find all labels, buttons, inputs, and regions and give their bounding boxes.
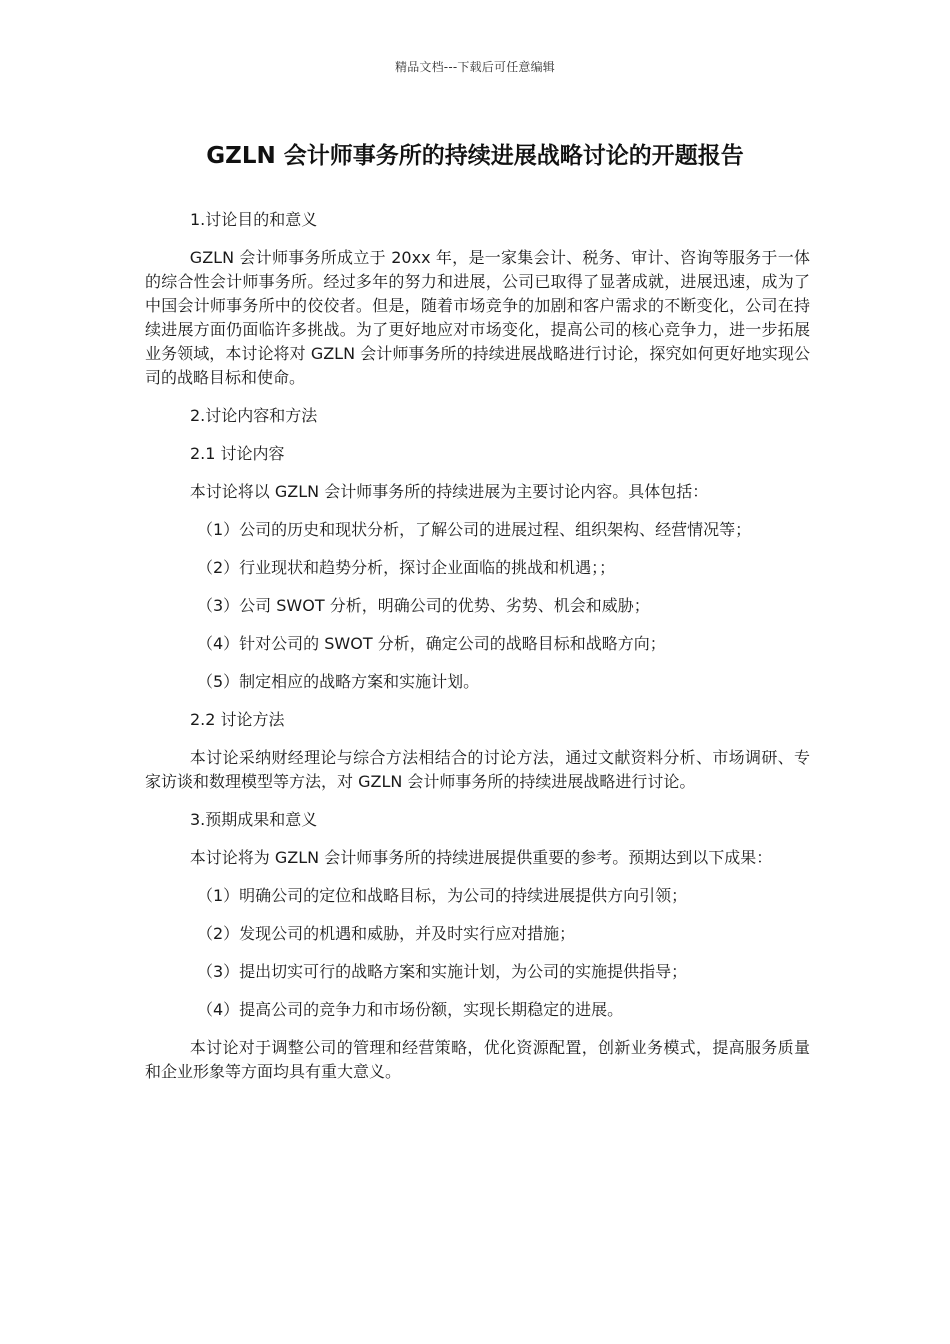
list-item: （1）公司的历史和现状分析，了解公司的进展过程、组织架构、经营情况等； [197,520,752,539]
list-item: （3）公司 SWOT 分析，明确公司的优势、劣势、机会和威胁； [197,596,650,615]
list-item: （2）发现公司的机遇和威胁，并及时实行应对措施； [197,924,576,943]
document-title: GZLN 会计师事务所的持续进展战略讨论的开题报告 [206,143,744,169]
list-item: （4）提高公司的竞争力和市场份额，实现长期稳定的进展。 [197,1000,624,1019]
list-item: （2）行业现状和趋势分析，探讨企业面临的挑战和机遇；； [197,558,616,577]
section-2-1-intro: 本讨论将以 GZLN 会计师事务所的持续进展为主要讨论内容。具体包括： [189,482,709,501]
list-item: （4）针对公司的 SWOT 分析，确定公司的战略目标和战略方向； [197,634,666,653]
section-3-intro: 本讨论将为 GZLN 会计师事务所的持续进展提供重要的参考。预期达到以下成果： [189,848,773,867]
section-1-paragraph: GZLN 会计师事务所成立于 20xx 年，是一家集会计、税务、审计、咨询等服务于一体的综合性会计师事务所。经过多年的努力和进展，公司已取得了显著成就，进展迅速，成为了中国会计师事务所中的佼佼者。但是，随着市场竞争的加剧和客户需求的不断变化，公司在持续进展方面仍面临许多挑战。为了更好地应对市场变化，提高公司的核心竞争力，进一步拓展业务领域，本讨论将对 GZLN 会计师事务所的持续进展战略进行讨论，探究如何更好地实现公司的战略目标和使命。 [145,248,810,387]
section-3-conclusion: 本讨论对于调整公司的管理和经营策略，优化资源配置，创新业务模式，提高服务质量和企业形象等方面均具有重大意义。 [145,1038,810,1081]
section-3-heading: 3.预期成果和意义 [190,810,318,829]
list-item: （1）明确公司的定位和战略目标，为公司的持续进展提供方向引领； [197,886,688,905]
list-item: （3）提出切实可行的战略方案和实施计划，为公司的实施提供指导； [197,962,688,981]
section-2-2-paragraph: 本讨论采纳财经理论与综合方法相结合的讨论方法，通过文献资料分析、市场调研、专家访谈和数理模型等方法，对 GZLN 会计师事务所的持续进展战略进行讨论。 [145,748,810,791]
list-item: （5）制定相应的战略方案和实施计划。 [197,672,480,691]
section-2-heading: 2.讨论内容和方法 [190,406,318,425]
section-2-1-heading: 2.1 讨论内容 [190,444,285,463]
header-note: 精品文档---下载后可任意编辑 [395,60,555,74]
document-body [145,208,810,1098]
section-2-2-heading: 2.2 讨论方法 [190,710,285,729]
section-1-heading: 1.讨论目的和意义 [190,210,318,229]
